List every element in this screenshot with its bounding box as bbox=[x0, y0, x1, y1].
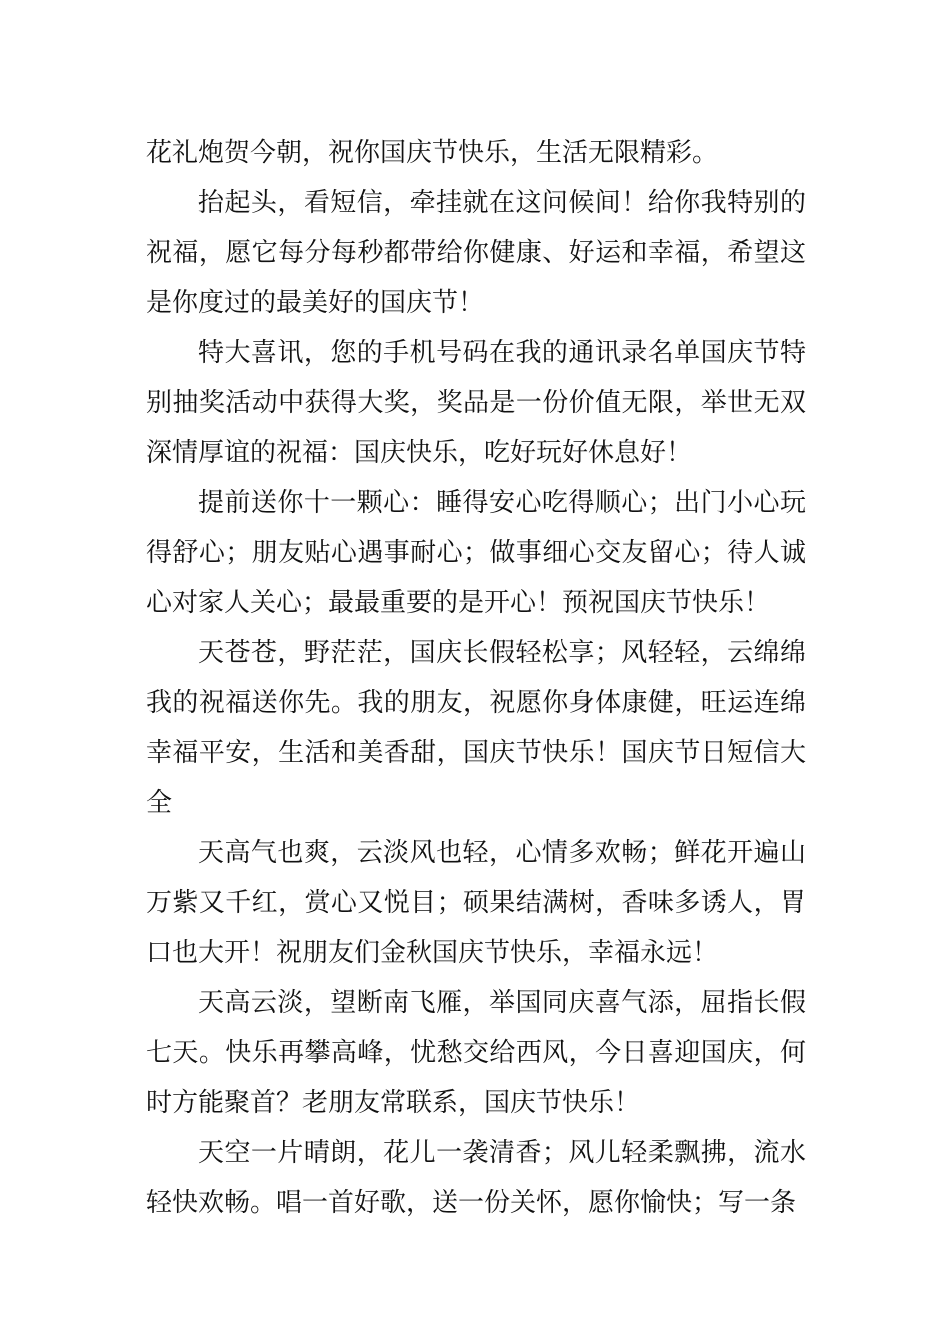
paragraph-6: 天高气也爽，云淡风也轻，心情多欢畅；鲜花开遍山万紫又千红，赏心又悦目；硕果结满树，香味多诱人，胃口也大开！祝朋友们金秋国庆节快乐，幸福永远！ bbox=[146, 838, 806, 968]
paragraph-1: 花礼炮贺今朝，祝你国庆节快乐，生活无限精彩。 bbox=[146, 138, 719, 168]
paragraph-3: 特大喜讯，您的手机号码在我的通讯录名单国庆节特别抽奖活动中获得大奖，奖品是一份价值无限，举世无双深情厚谊的祝福：国庆快乐，吃好玩好休息好！ bbox=[146, 338, 806, 468]
document-page bbox=[146, 128, 806, 1228]
paragraph-5: 天苍苍，野茫茫，国庆长假轻松享；风轻轻，云绵绵我的祝福送你先。我的朋友，祝愿你身体康健，旺运连绵幸福平安，生活和美香甜，国庆节快乐！国庆节日短信大全 bbox=[146, 638, 806, 818]
paragraph-8: 天空一片晴朗，花儿一袭清香；风儿轻柔飘拂，流水轻快欢畅。唱一首好歌，送一份关怀，愿你愉快；写一条 bbox=[146, 1138, 806, 1218]
paragraph-4: 提前送你十一颗心：睡得安心吃得顺心；出门小心玩得舒心；朋友贴心遇事耐心；做事细心交友留心；待人诚心对家人关心；最最重要的是开心！预祝国庆节快乐！ bbox=[146, 488, 806, 618]
paragraph-7: 天高云淡，望断南飞雁，举国同庆喜气添，屈指长假七天。快乐再攀高峰，忧愁交给西风，今日喜迎国庆，何时方能聚首？老朋友常联系，国庆节快乐！ bbox=[146, 988, 806, 1118]
paragraph-2: 抬起头，看短信，牵挂就在这问候间！给你我特别的祝福，愿它每分每秒都带给你健康、好运和幸福，希望这是你度过的最美好的国庆节！ bbox=[146, 188, 806, 318]
